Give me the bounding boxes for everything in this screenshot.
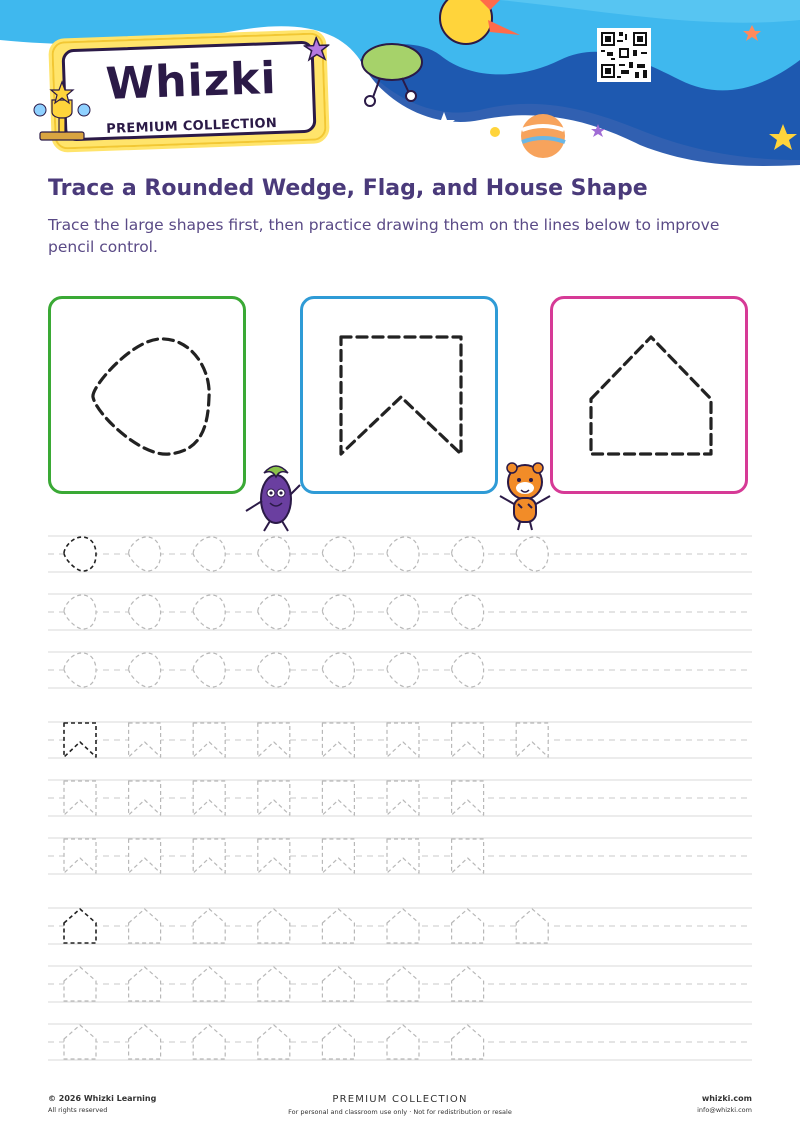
practice-trace-rounded-wedge — [258, 653, 290, 687]
practice-trace-house — [387, 967, 419, 1001]
practice-trace-flag — [64, 839, 96, 873]
practice-trace-house — [322, 967, 354, 1001]
practice-trace-rounded-wedge — [258, 537, 290, 571]
practice-trace-house — [64, 967, 96, 1001]
practice-trace-flag — [322, 781, 354, 815]
practice-trace-house — [452, 909, 484, 943]
shape-card-house — [550, 296, 748, 494]
practice-trace-rounded-wedge — [129, 537, 161, 571]
practice-trace-flag — [516, 723, 548, 757]
practice-trace-rounded-wedge — [129, 595, 161, 629]
worksheet-instructions: Trace the large shapes first, then practice drawing them on the lines below to improve pencil control. — [48, 216, 720, 256]
practice-trace-flag — [452, 839, 484, 873]
practice-trace-flag — [387, 781, 419, 815]
practice-trace-rounded-wedge — [64, 595, 96, 629]
practice-trace-house — [387, 1025, 419, 1059]
practice-row — [48, 652, 752, 688]
footer-rights: All rights reserved — [48, 1106, 108, 1114]
practice-trace-rounded-wedge — [322, 537, 354, 571]
footer-right — [697, 1094, 752, 1114]
practice-trace-house — [258, 1025, 290, 1059]
practice-trace-flag — [193, 781, 225, 815]
practice-trace-flag — [452, 723, 484, 757]
practice-trace-flag — [129, 723, 161, 757]
practice-trace-rounded-wedge — [452, 653, 484, 687]
practice-trace-flag — [64, 781, 96, 815]
practice-trace-rounded-wedge — [322, 653, 354, 687]
practice-trace-house — [258, 909, 290, 943]
practice-row — [48, 908, 752, 944]
star-icon — [303, 36, 330, 63]
practice-trace-house — [193, 909, 225, 943]
practice-trace-flag — [387, 839, 419, 873]
footer-usage-note: For personal and classroom use only · Not for redistribution or resale — [288, 1108, 512, 1116]
practice-trace-rounded-wedge — [516, 537, 548, 571]
practice-trace-flag — [452, 781, 484, 815]
practice-trace-flag — [258, 723, 290, 757]
practice-trace-rounded-wedge — [387, 595, 419, 629]
practice-trace-flag — [129, 781, 161, 815]
eggplant-mascot-icon — [240, 455, 304, 535]
footer-collection-title: PREMIUM COLLECTION — [332, 1094, 468, 1105]
practice-trace-house — [452, 1025, 484, 1059]
practice-trace-rounded-wedge — [387, 653, 419, 687]
footer-copyright: © 2026 Whizki Learning — [48, 1094, 157, 1103]
practice-row — [48, 966, 752, 1002]
practice-trace-rounded-wedge — [64, 653, 96, 687]
planet-icon — [521, 114, 565, 158]
practice-row — [48, 1024, 752, 1060]
practice-trace-house — [258, 967, 290, 1001]
logo-wordmark: Whizki — [104, 52, 278, 110]
practice-trace-flag — [322, 723, 354, 757]
practice-trace-house — [452, 967, 484, 1001]
practice-trace-house — [322, 909, 354, 943]
practice-trace-rounded-wedge — [193, 653, 225, 687]
collection-label: PREMIUM COLLECTION — [106, 115, 278, 137]
practice-trace-flag — [129, 839, 161, 873]
footer-email-link[interactable]: info@whizki.com — [697, 1106, 752, 1114]
trophy-icon — [32, 80, 92, 144]
practice-row — [48, 780, 752, 816]
practice-trace-flag — [258, 839, 290, 873]
shape-card-flag — [300, 296, 498, 494]
practice-trace-house — [387, 909, 419, 943]
footer-website-link[interactable]: whizki.com — [701, 1094, 752, 1103]
shape-card-rounded-wedge — [48, 296, 246, 494]
practice-trace-house — [64, 1025, 96, 1059]
tiger-mascot-icon — [494, 460, 556, 532]
practice-trace-house — [64, 909, 96, 943]
house-trace-shape — [553, 299, 745, 491]
practice-trace-rounded-wedge — [193, 595, 225, 629]
practice-trace-house — [193, 967, 225, 1001]
qr-code-icon[interactable] — [597, 28, 651, 82]
practice-trace-rounded-wedge — [452, 595, 484, 629]
worksheet-title: Trace a Rounded Wedge, Flag, and House Shape — [48, 176, 648, 201]
practice-trace-house — [516, 909, 548, 943]
practice-trace-rounded-wedge — [258, 595, 290, 629]
practice-trace-flag — [387, 723, 419, 757]
practice-trace-rounded-wedge — [387, 537, 419, 571]
practice-trace-house — [322, 1025, 354, 1059]
practice-row — [48, 838, 752, 874]
practice-row — [48, 536, 752, 572]
practice-trace-flag — [64, 723, 96, 757]
practice-trace-flag — [258, 781, 290, 815]
practice-trace-house — [129, 967, 161, 1001]
practice-row — [48, 722, 752, 758]
practice-trace-house — [129, 909, 161, 943]
practice-area — [48, 530, 752, 1070]
practice-trace-rounded-wedge — [322, 595, 354, 629]
footer-center — [0, 1094, 800, 1116]
practice-trace-flag — [193, 839, 225, 873]
practice-trace-rounded-wedge — [193, 537, 225, 571]
practice-trace-flag — [193, 723, 225, 757]
rounded-wedge-trace-shape — [51, 299, 243, 491]
practice-trace-rounded-wedge — [452, 537, 484, 571]
practice-trace-rounded-wedge — [129, 653, 161, 687]
practice-trace-rounded-wedge — [64, 537, 96, 571]
flag-trace-shape — [303, 299, 495, 491]
practice-trace-house — [129, 1025, 161, 1059]
practice-trace-flag — [322, 839, 354, 873]
practice-trace-house — [193, 1025, 225, 1059]
practice-row — [48, 594, 752, 630]
